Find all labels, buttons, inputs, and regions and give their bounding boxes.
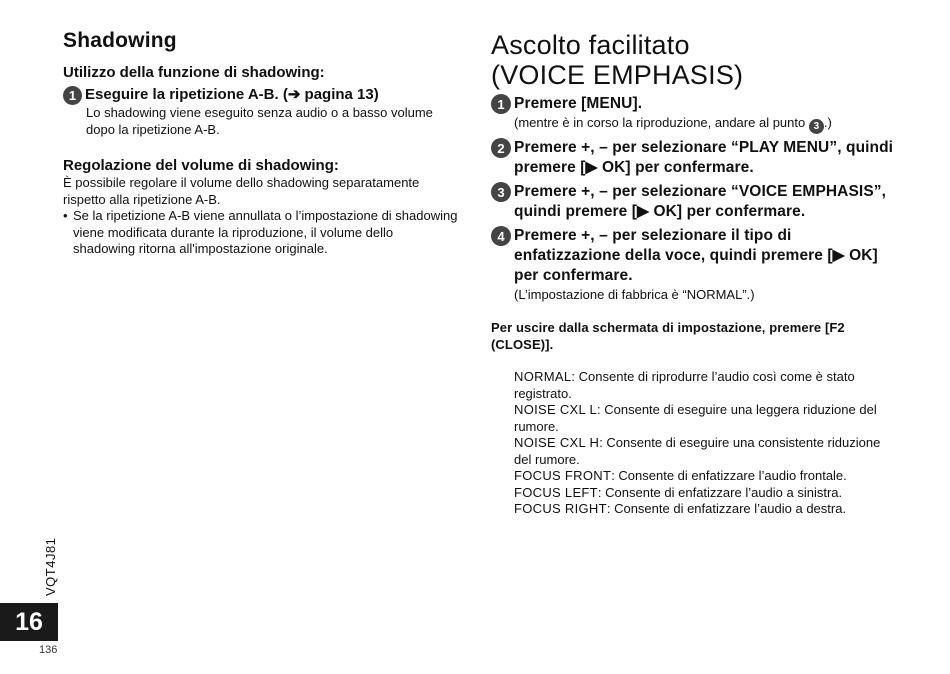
section-title-voice-emphasis — [491, 30, 901, 90]
step-number-icon: 4 — [491, 226, 511, 246]
r-step-2-title: Premere +, – per selezionare “PLAY MENU”, quindi premere [▶ OK] per confermare. — [514, 139, 894, 176]
section-title-shadowing: Shadowing — [63, 29, 177, 52]
r-step-3-title: Premere +, – per selezionare “VOICE EMPHASIS”, quindi premere [▶ OK] per confermare. — [514, 183, 887, 220]
subheading-volume: Regolazione del volume di shadowing: — [63, 157, 339, 174]
mode-key: FOCUS LEFT — [514, 484, 598, 500]
volume-body: È possibile regolare il volume dello shadowing separatamente rispetto alla ripetizione A-B. — [63, 175, 420, 207]
step-1-body: Lo shadowing viene eseguito senza audio o a basso volume dopo la ripetizione A-B. — [86, 105, 433, 137]
step-number-icon: 3 — [491, 182, 511, 202]
title-line-1: Ascolto facilitato — [491, 30, 690, 60]
step-number-icon: 1 — [63, 86, 82, 105]
note-text-end: .) — [823, 115, 832, 130]
mode-desc: : Consente di enfatizzare l’audio frontale. — [611, 468, 847, 483]
mode-desc: : Consente di eseguire una leggera riduzione del rumore. — [514, 402, 877, 434]
r-step-4-note: (L’impostazione di fabbrica è “NORMAL”.) — [514, 287, 755, 302]
mode-key: FOCUS RIGHT — [514, 501, 607, 516]
page-number-small: 136 — [39, 644, 58, 656]
r-step-2 — [491, 138, 901, 178]
mode-desc: : Consente di eseguire una consistente riduzione del rumore. — [514, 435, 881, 467]
mode-desc: : Consente di riprodurre l’audio così come è stato registrato. — [514, 369, 855, 401]
mode-key: NOISE CXL H — [514, 435, 600, 450]
step-ref-icon: 3 — [809, 119, 824, 134]
bullet-text: Se la ripetizione A-B viene annullata o l’impostazione di shadowing viene modificata durante la riproduzione, il volume dello shadowing ritorna all'impostazione originale. — [73, 208, 458, 256]
r-step-4 — [491, 226, 901, 303]
r-step-4-title: Premere +, – per selezionare il tipo di enfatizzazione della voce, quindi premere [▶ OK] per confermare. — [514, 227, 878, 284]
step-number-icon: 1 — [491, 94, 511, 114]
mode-item — [514, 485, 886, 502]
voice-emphasis-section — [491, 30, 901, 518]
mode-key: NOISE CXL L — [514, 402, 598, 417]
modes-list — [491, 369, 886, 518]
exit-instruction: Per uscire dalla schermata di impostazione, premere [F2 (CLOSE)]. — [491, 320, 845, 352]
mode-item — [514, 468, 886, 485]
step-1-title: Eseguire la ripetizione A-B. (➔ pagina 13) — [85, 86, 379, 103]
r-step-1 — [491, 94, 901, 134]
step-1-row — [63, 85, 458, 105]
mode-desc: : Consente di enfatizzare l’audio a sinistra. — [597, 484, 843, 500]
step-number-icon: 2 — [491, 138, 511, 158]
bullet-icon: • — [63, 208, 68, 223]
volume-bullet — [63, 208, 458, 258]
subheading-usage: Utilizzo della funzione di shadowing: — [63, 64, 325, 81]
mode-item — [514, 402, 886, 435]
page-number-tab: 16 — [0, 603, 58, 641]
mode-key: FOCUS FRONT — [514, 468, 612, 483]
title-line-2: (VOICE EMPHASIS) — [491, 60, 744, 90]
mode-key: NORMAL — [514, 369, 572, 384]
model-code: VQT4J81 — [43, 537, 58, 596]
r-step-3 — [491, 182, 901, 222]
mode-desc: : Consente di enfatizzare l’audio a destra. — [606, 501, 847, 516]
mode-item — [514, 435, 886, 468]
r-step-1-note — [514, 114, 832, 134]
note-text: (mentre è in corso la riproduzione, andare al punto — [514, 115, 809, 130]
r-step-1-title: Premere [MENU]. — [514, 95, 643, 112]
shadowing-section — [63, 28, 458, 258]
mode-item — [514, 369, 886, 402]
mode-item — [514, 501, 886, 518]
